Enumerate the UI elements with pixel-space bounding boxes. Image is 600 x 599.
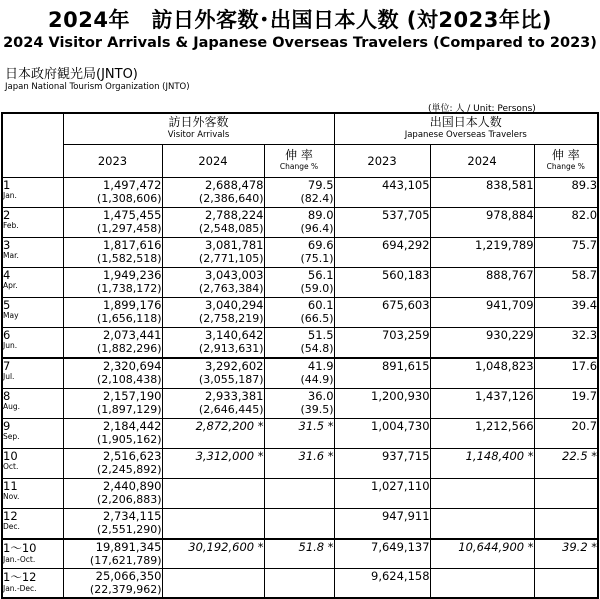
visitors-rate-cell-value: 51.5	[307, 328, 334, 342]
row-label-en: Oct.	[3, 462, 19, 471]
visitors-2023-cell-value: 19,891,345	[95, 540, 162, 554]
travelers-2023-cell	[334, 419, 430, 449]
travelers-2023-cell	[334, 479, 430, 509]
row-label-en: Jan.-Dec.	[3, 584, 37, 593]
travelers-2023-cell-value: 1,004,730	[371, 419, 430, 433]
visitors-2023-cell-value: 2,073,441	[102, 328, 162, 342]
visitors-2023-cell	[63, 419, 162, 449]
table-row	[2, 298, 598, 328]
travelers-2024-cell	[430, 569, 534, 599]
travelers-2023-cell-value: 703,259	[381, 328, 430, 342]
visitors-rate-cell	[264, 449, 334, 479]
travelers-2023-cell-value: 443,105	[381, 178, 430, 192]
visitors-2024-cell-value: 3,312,000 *	[195, 449, 264, 463]
visitors-2024-cell-value: 3,040,294	[204, 298, 264, 312]
travelers-rate-cell-value: 32.3	[571, 328, 598, 342]
table-row	[2, 389, 598, 419]
visitors-rate-cell-value: 36.0	[307, 389, 334, 403]
row-label-en: Mar.	[3, 251, 19, 260]
visitors-2023-cell	[63, 449, 162, 479]
visitors-rate-cell-value: 79.5	[307, 178, 334, 192]
visitors-2023-cell-previous: (2,206,883)	[96, 493, 162, 506]
travelers-2023-cell-value: 947,911	[381, 509, 430, 523]
travelers-2023-cell-value: 1,200,930	[371, 389, 430, 403]
travelers-rate-cell	[534, 358, 598, 389]
visitors-2024-cell	[162, 238, 264, 268]
row-label-jp: 4	[3, 268, 11, 282]
travelers-2024-cell	[430, 479, 534, 509]
visitors-2023-cell	[63, 358, 162, 389]
row-label	[2, 449, 63, 479]
visitors-2024-cell-value: 2,933,381	[204, 389, 264, 403]
column-header-rate	[534, 145, 598, 178]
visitors-2023-cell-value: 1,949,236	[102, 268, 162, 282]
visitors-rate-cell	[264, 178, 334, 208]
row-label-en: Sep.	[3, 432, 20, 441]
visitors-2023-cell-value: 1,817,616	[102, 238, 162, 252]
visitors-2024-cell-previous: (2,763,384)	[198, 282, 264, 295]
row-label-en: May	[3, 311, 19, 320]
travelers-2024-cell-value: 1,219,789	[475, 238, 534, 252]
visitors-rate-cell-value: 41.9	[307, 359, 334, 373]
travelers-rate-cell	[534, 479, 598, 509]
travelers-2023-cell	[334, 268, 430, 298]
visitors-2023-cell-previous: (1,656,118)	[96, 312, 162, 325]
rate-label-en: Change %	[546, 162, 585, 171]
group-label-en: Visitor Arrivals	[167, 130, 230, 140]
table-row	[2, 268, 598, 298]
visitors-2024-cell-value: 3,140,642	[204, 328, 264, 342]
visitors-rate-cell-value: 69.6	[307, 238, 334, 252]
visitors-2024-cell-previous: (2,386,640)	[198, 192, 264, 205]
travelers-2023-cell	[334, 509, 430, 540]
travelers-rate-cell-value: 39.4	[571, 298, 598, 312]
visitors-rate-cell	[264, 389, 334, 419]
visitors-2024-cell-value: 30,192,600 *	[188, 540, 264, 554]
travelers-2023-cell-value: 1,027,110	[371, 479, 430, 493]
row-label-en: Dec.	[3, 522, 20, 531]
group-header-visitors	[63, 113, 334, 145]
visitors-rate-cell-previous: (66.5)	[300, 312, 334, 325]
table-row	[2, 479, 598, 509]
visitors-rate-cell-previous: (82.4)	[300, 192, 334, 205]
statistics-table	[1, 112, 599, 599]
visitors-2023-cell-value: 2,440,890	[102, 479, 162, 493]
header-corner	[2, 113, 63, 178]
table-row	[2, 238, 598, 268]
group-label: 出国日本人数	[429, 115, 502, 129]
visitors-2023-cell-previous: (1,738,172)	[96, 282, 162, 295]
travelers-rate-cell	[534, 389, 598, 419]
travelers-2024-cell-value: 930,229	[485, 328, 534, 342]
row-label-en: Apr.	[3, 281, 18, 290]
travelers-2024-cell-value: 1,148,400 *	[465, 449, 534, 463]
travelers-2024-cell-value: 1,437,126	[475, 389, 534, 403]
travelers-2024-cell-value: 888,767	[485, 268, 534, 282]
row-label-jp: 3	[3, 238, 11, 252]
visitors-2023-cell-previous: (2,551,290)	[96, 523, 162, 536]
travelers-rate-cell-value: 58.7	[571, 268, 598, 282]
group-header-travelers	[334, 113, 598, 145]
row-label-en: Jan.	[3, 191, 17, 200]
visitors-rate-cell	[264, 298, 334, 328]
visitors-2023-cell	[63, 268, 162, 298]
visitors-rate-cell-value: 60.1	[307, 298, 334, 312]
row-label-jp: 1～10	[3, 541, 37, 555]
row-label	[2, 268, 63, 298]
visitors-2023-cell-value: 1,497,472	[102, 178, 162, 192]
row-label-jp: 10	[3, 449, 18, 463]
page-subtitle: 2024 Visitor Arrivals & Japanese Overseas Travelers (Compared to 2023)	[3, 35, 597, 51]
travelers-2024-cell	[430, 449, 534, 479]
visitors-2023-cell-value: 2,157,190	[102, 389, 162, 403]
travelers-rate-cell	[534, 449, 598, 479]
travelers-rate-cell	[534, 298, 598, 328]
visitors-2023-cell-previous: (1,308,606)	[96, 192, 162, 205]
travelers-2023-cell	[334, 328, 430, 359]
visitors-2024-cell-previous: (2,771,105)	[198, 252, 264, 265]
visitors-2023-cell	[63, 389, 162, 419]
row-label-en: Jul.	[3, 372, 15, 381]
travelers-rate-cell	[534, 328, 598, 359]
row-label-jp: 5	[3, 298, 11, 312]
visitors-2024-cell	[162, 268, 264, 298]
visitors-2023-cell-previous: (1,582,518)	[96, 252, 162, 265]
travelers-rate-cell	[534, 268, 598, 298]
row-label	[2, 569, 63, 599]
visitors-2023-cell	[63, 238, 162, 268]
visitors-2023-cell-previous: (22,379,962)	[89, 583, 162, 596]
travelers-2024-cell-value: 838,581	[485, 178, 534, 192]
travelers-2023-cell	[334, 298, 430, 328]
travelers-rate-cell-value: 39.2 *	[562, 540, 598, 554]
visitors-rate-cell	[264, 539, 334, 569]
visitors-2024-cell-value: 2,872,200 *	[195, 419, 264, 433]
travelers-2023-cell-value: 891,615	[381, 359, 430, 373]
visitors-2023-cell	[63, 178, 162, 208]
travelers-2024-cell	[430, 509, 534, 540]
travelers-rate-cell-value: 22.5 *	[562, 449, 598, 463]
total-row	[2, 569, 598, 599]
visitors-rate-cell-value: 51.8 *	[298, 540, 334, 554]
visitors-rate-cell	[264, 479, 334, 509]
group-label-en: Japanese Overseas Travelers	[404, 130, 527, 140]
group-label: 訪日外客数	[168, 115, 229, 129]
column-header-2024: 2024	[162, 145, 264, 178]
visitors-rate-cell-previous: (59.0)	[300, 282, 334, 295]
visitors-2024-cell	[162, 479, 264, 509]
visitors-2023-cell-previous: (17,621,789)	[89, 554, 162, 567]
visitors-2024-cell	[162, 328, 264, 359]
travelers-2024-cell	[430, 178, 534, 208]
visitors-2023-cell-value: 2,184,442	[102, 419, 162, 433]
organization-name: 日本政府観光局(JNTO)	[5, 67, 138, 82]
travelers-rate-cell	[534, 238, 598, 268]
travelers-2023-cell-value: 7,649,137	[371, 540, 430, 554]
visitors-2023-cell-previous: (1,905,162)	[96, 433, 162, 446]
organization-name-en: Japan National Tourism Organization (JNTO)	[5, 82, 190, 92]
visitors-2023-cell	[63, 328, 162, 359]
travelers-rate-cell	[534, 208, 598, 238]
table-row	[2, 358, 598, 389]
travelers-2024-cell	[430, 419, 534, 449]
travelers-2023-cell	[334, 449, 430, 479]
travelers-2023-cell	[334, 539, 430, 569]
visitors-2024-cell	[162, 178, 264, 208]
visitors-2024-cell-value: 2,788,224	[204, 208, 264, 222]
visitors-2023-cell	[63, 479, 162, 509]
visitors-2023-cell	[63, 298, 162, 328]
visitors-2023-cell	[63, 208, 162, 238]
table-row	[2, 449, 598, 479]
visitors-2023-cell-previous: (1,882,296)	[96, 342, 162, 355]
travelers-2024-cell	[430, 539, 534, 569]
travelers-rate-cell	[534, 509, 598, 540]
visitors-rate-cell-value: 31.5 *	[298, 419, 334, 433]
row-label	[2, 479, 63, 509]
visitors-rate-cell	[264, 328, 334, 359]
row-label	[2, 238, 63, 268]
rate-label: 伸 率	[551, 148, 580, 162]
visitors-2023-cell-value: 2,516,623	[102, 449, 162, 463]
visitors-rate-cell-previous: (75.1)	[300, 252, 334, 265]
visitors-2023-cell	[63, 509, 162, 540]
visitors-2024-cell-previous: (2,548,085)	[198, 222, 264, 235]
row-label-jp: 1	[3, 178, 11, 192]
row-label	[2, 419, 63, 449]
travelers-rate-cell	[534, 419, 598, 449]
column-header-rate	[264, 145, 334, 178]
table-row	[2, 328, 598, 359]
visitors-2023-cell-value: 1,899,176	[102, 298, 162, 312]
travelers-2024-cell	[430, 238, 534, 268]
row-label	[2, 208, 63, 238]
visitors-2024-cell	[162, 569, 264, 599]
row-label-jp: 6	[3, 328, 11, 342]
row-label-en: Jun.	[3, 341, 18, 350]
visitors-2023-cell	[63, 569, 162, 599]
travelers-rate-cell	[534, 178, 598, 208]
row-label-jp: 1～12	[3, 570, 37, 584]
travelers-2024-cell	[430, 268, 534, 298]
column-header-2023: 2023	[63, 145, 162, 178]
visitors-2024-cell	[162, 208, 264, 238]
travelers-2023-cell	[334, 238, 430, 268]
visitors-2024-cell-previous: (2,913,631)	[198, 342, 264, 355]
visitors-rate-cell	[264, 419, 334, 449]
visitors-2023-cell-previous: (2,245,892)	[96, 463, 162, 476]
visitors-2024-cell	[162, 358, 264, 389]
visitors-rate-cell	[264, 569, 334, 599]
travelers-2024-cell-value: 1,212,566	[475, 419, 534, 433]
travelers-2023-cell	[334, 358, 430, 389]
visitors-2023-cell-value: 2,320,694	[102, 359, 162, 373]
travelers-2023-cell	[334, 569, 430, 599]
visitors-2023-cell-value: 25,066,350	[95, 569, 162, 583]
row-label-jp: 7	[3, 359, 11, 373]
row-label-en: Feb.	[3, 221, 19, 230]
visitors-2024-cell	[162, 389, 264, 419]
visitors-rate-cell-previous: (44.9)	[300, 373, 334, 386]
row-label-jp: 11	[3, 479, 18, 493]
row-label-jp: 9	[3, 419, 11, 433]
travelers-rate-cell-value: 20.7	[571, 419, 598, 433]
table-row	[2, 178, 598, 208]
travelers-2024-cell-value: 10,644,900 *	[458, 540, 534, 554]
travelers-2023-cell	[334, 389, 430, 419]
visitors-2024-cell-value: 3,081,781	[204, 238, 264, 252]
travelers-2023-cell	[334, 178, 430, 208]
table-row	[2, 509, 598, 540]
visitors-2024-cell	[162, 298, 264, 328]
travelers-2023-cell-value: 694,292	[381, 238, 430, 252]
travelers-2023-cell	[334, 208, 430, 238]
row-label	[2, 298, 63, 328]
visitors-2024-cell	[162, 449, 264, 479]
visitors-rate-cell-value: 89.0	[307, 208, 334, 222]
row-label	[2, 539, 63, 569]
row-label	[2, 358, 63, 389]
visitors-rate-cell-previous: (54.8)	[300, 342, 334, 355]
travelers-rate-cell-value: 82.0	[571, 208, 598, 222]
column-header-2023: 2023	[334, 145, 430, 178]
travelers-2024-cell	[430, 389, 534, 419]
visitors-2024-cell	[162, 539, 264, 569]
travelers-2023-cell-value: 937,715	[381, 449, 430, 463]
visitors-2024-cell-previous: (2,646,445)	[198, 403, 264, 416]
page-title: 2024年 訪日外客数･出国日本人数 (対2023年比)	[48, 8, 552, 32]
visitors-2023-cell-previous: (1,897,129)	[96, 403, 162, 416]
travelers-rate-cell	[534, 569, 598, 599]
visitors-rate-cell	[264, 509, 334, 540]
visitors-2023-cell	[63, 539, 162, 569]
table-row	[2, 419, 598, 449]
travelers-rate-cell-value: 75.7	[571, 238, 598, 252]
row-label-en: Aug.	[3, 402, 21, 411]
travelers-2024-cell-value: 941,709	[485, 298, 534, 312]
rate-label-en: Change %	[279, 162, 319, 171]
visitors-rate-cell	[264, 268, 334, 298]
visitors-rate-cell	[264, 358, 334, 389]
travelers-2024-cell	[430, 298, 534, 328]
row-label-en: Nov.	[3, 492, 20, 501]
row-label-en: Jan.-Oct.	[3, 555, 36, 564]
visitors-2023-cell-previous: (1,297,458)	[96, 222, 162, 235]
travelers-rate-cell-value: 17.6	[571, 359, 598, 373]
visitors-2024-cell-value: 3,043,003	[204, 268, 264, 282]
visitors-2024-cell-value: 3,292,602	[204, 359, 264, 373]
visitors-rate-cell-value: 31.6 *	[298, 449, 334, 463]
travelers-rate-cell	[534, 539, 598, 569]
visitors-rate-cell-previous: (39.5)	[300, 403, 334, 416]
visitors-2023-cell-value: 2,734,115	[102, 509, 162, 523]
travelers-2024-cell	[430, 358, 534, 389]
visitors-rate-cell-previous: (96.4)	[300, 222, 334, 235]
row-label	[2, 509, 63, 540]
visitors-2024-cell-previous: (3,055,187)	[198, 373, 264, 386]
travelers-rate-cell-value: 19.7	[571, 389, 598, 403]
table-row	[2, 208, 598, 238]
travelers-rate-cell-value: 89.3	[571, 178, 598, 192]
row-label	[2, 178, 63, 208]
travelers-2023-cell-value: 537,705	[381, 208, 430, 222]
rate-label: 伸 率	[285, 148, 313, 162]
visitors-2024-cell-previous: (2,758,219)	[198, 312, 264, 325]
unit-note: (単位: 人 / Unit: Persons)	[428, 104, 536, 114]
visitors-2023-cell-previous: (2,108,438)	[96, 373, 162, 386]
travelers-2024-cell-value: 978,884	[485, 208, 534, 222]
travelers-2024-cell	[430, 328, 534, 359]
row-label	[2, 328, 63, 359]
visitors-rate-cell	[264, 238, 334, 268]
visitors-rate-cell	[264, 208, 334, 238]
visitors-2024-cell	[162, 419, 264, 449]
visitors-2024-cell-value: 2,688,478	[204, 178, 264, 192]
travelers-2024-cell	[430, 208, 534, 238]
visitors-rate-cell-value: 56.1	[307, 268, 334, 282]
travelers-2023-cell-value: 675,603	[381, 298, 430, 312]
visitors-2023-cell-value: 1,475,455	[102, 208, 162, 222]
visitors-2024-cell	[162, 509, 264, 540]
column-header-2024: 2024	[430, 145, 534, 178]
row-label-jp: 12	[3, 509, 18, 523]
travelers-2023-cell-value: 560,183	[381, 268, 430, 282]
travelers-2023-cell-value: 9,624,158	[371, 569, 430, 583]
row-label-jp: 2	[3, 208, 11, 222]
row-label	[2, 389, 63, 419]
travelers-2024-cell-value: 1,048,823	[475, 359, 534, 373]
row-label-jp: 8	[3, 389, 11, 403]
total-row	[2, 539, 598, 569]
